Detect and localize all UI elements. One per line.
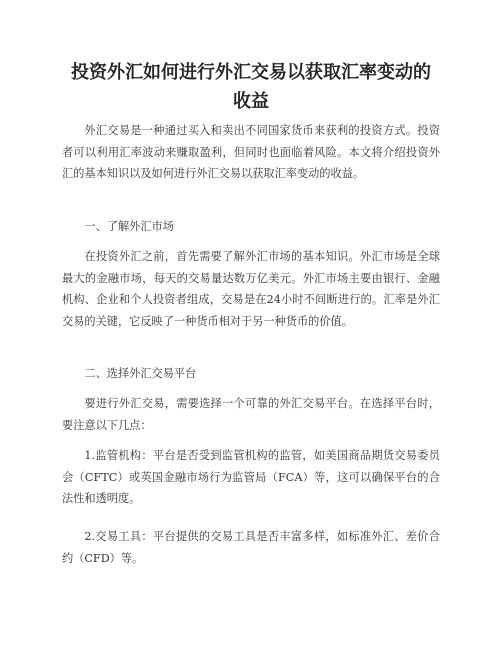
regulator-list-item: 1.监管机构：平台是否受到监管机构的监管，如美国商品期货交易委员会（CFTC）或英国金融市场行为监管局（FCA）等，这可以确保平台的合法性和透明度。 — [62, 449, 440, 505]
platform-paragraph: 要进行外汇交易，需要选择一个可靠的外汇交易平台。在选择平台时，要注意以下几点： — [62, 397, 440, 432]
intro-paragraph: 外汇交易是一种通过买入和卖出不同国家货币来获利的投资方式。投资者可以利用汇率波动来赚取盈利，但同时也面临着风险。本文将介绍投资外汇的基本知识以及如何进行外汇交易以获取汇率变动的收益。 — [62, 124, 440, 180]
section-heading-understand-market: 一、了解外汇市场 — [84, 220, 174, 233]
market-paragraph: 在投资外汇之前，首先需要了解外汇市场的基本知识。外汇市场是全球最大的金融市场，每天的交易量达数万亿美元。外汇市场主要由银行、金融机构、企业和个人投资者组成，交易是在24小时不间断进行的。汇率是外汇交易的关键，它反映了一种货币相对于另一种货币的价值。 — [62, 250, 440, 328]
document-title: 投资外汇如何进行外汇交易以获取汇率变动的收益 — [71, 62, 431, 112]
trading-tools-list-item: 2.交易工具：平台提供的交易工具是否丰富多样，如标准外汇、差价合约（CFD）等。 — [62, 530, 440, 565]
section-heading-choose-platform: 二、选择外汇交易平台 — [84, 367, 197, 380]
